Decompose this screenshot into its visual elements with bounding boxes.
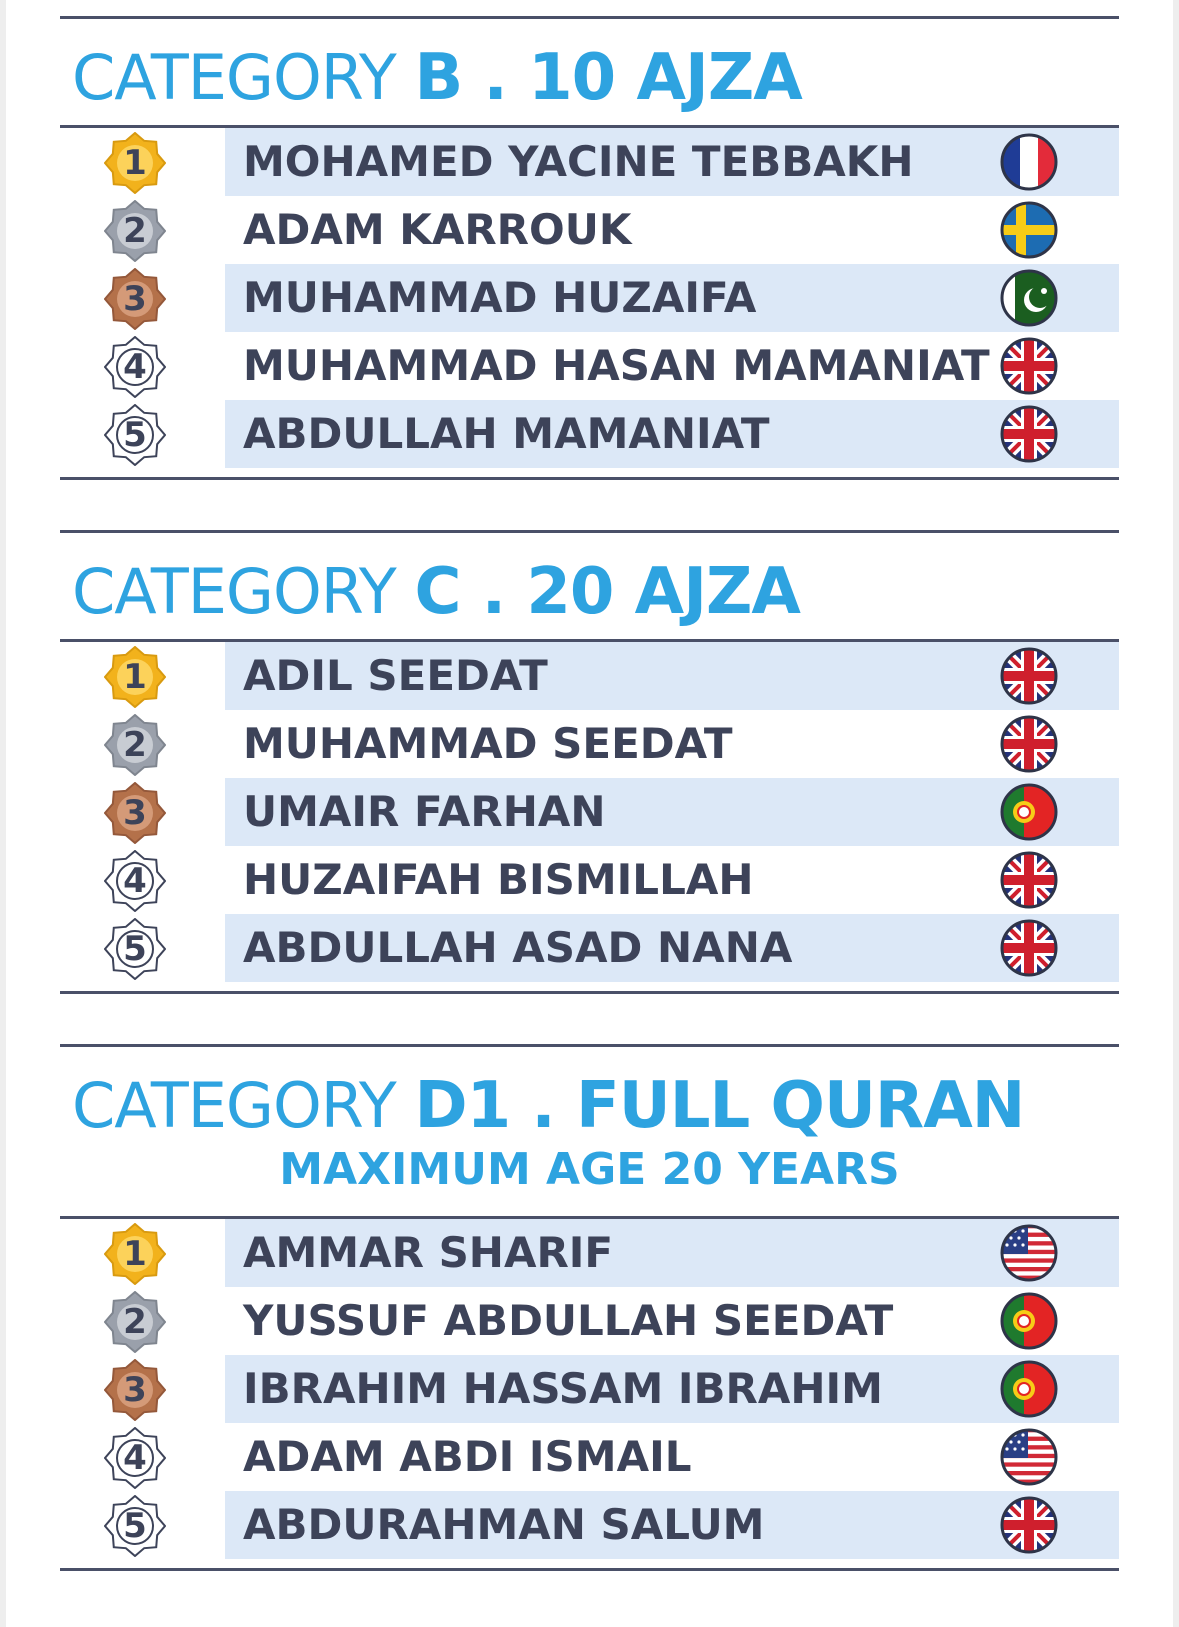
rank-badge-icon: [104, 404, 166, 466]
contestant-name: UMAIR FARHAN: [243, 787, 606, 836]
contestant-name: MUHAMMAD SEEDAT: [243, 719, 733, 768]
category-title: [72, 41, 802, 115]
contestant-name: IBRAHIM HASSAM IBRAHIM: [243, 1364, 883, 1413]
ranking-row: [60, 196, 1119, 264]
page-edge-left: [0, 0, 6, 1627]
contestant-name: MUHAMMAD HUZAIFA: [243, 273, 757, 322]
portugal-flag-icon: [1000, 1292, 1058, 1350]
france-flag-icon: [1000, 133, 1058, 191]
category-title: [72, 555, 800, 629]
pakistan-flag-icon: [1000, 269, 1058, 327]
rank-number: 4: [123, 861, 147, 901]
contestant-name: ABDURAHMAN SALUM: [243, 1500, 765, 1549]
ranking-row: [60, 642, 1119, 710]
category-title-name: D1 . FULL QURAN: [414, 1069, 1025, 1143]
rank-number: 5: [123, 1506, 147, 1546]
uk-flag-icon: [1000, 405, 1058, 463]
contestant-name: ADAM KARROUK: [243, 205, 632, 254]
sweden-flag-icon: [1000, 201, 1058, 259]
table-bottom-rule: [60, 1568, 1119, 1571]
rank-number: 5: [123, 415, 147, 455]
ranking-row: [60, 128, 1119, 196]
rank-badge-icon: [104, 646, 166, 708]
rank-number: 5: [123, 929, 147, 969]
ranking-row: [60, 400, 1119, 468]
category-subtitle: MAXIMUM AGE 20 YEARS: [279, 1144, 900, 1195]
uk-flag-icon: [1000, 647, 1058, 705]
category-d1-section: [60, 1044, 1119, 1574]
ranking-row: [60, 914, 1119, 982]
table-bottom-rule: [60, 991, 1119, 994]
uk-flag-icon: [1000, 337, 1058, 395]
category-b-section: [60, 16, 1119, 486]
rank-badge-icon: [104, 1359, 166, 1421]
rank-badge-icon: [104, 1291, 166, 1353]
contestant-name: HUZAIFAH BISMILLAH: [243, 855, 754, 904]
rank-number: 3: [123, 279, 147, 319]
ranking-row: [60, 846, 1119, 914]
rank-number: 3: [123, 1370, 147, 1410]
category-title-name: C . 20 AJZA: [414, 555, 800, 629]
rank-number: 2: [123, 211, 147, 251]
rank-badge-icon: [104, 336, 166, 398]
category-title-prefix: CATEGORY: [72, 1069, 415, 1142]
ranking-row: [60, 264, 1119, 332]
contestant-name: MUHAMMAD HASAN MAMANIAT: [243, 341, 990, 390]
ranking-row: [60, 1287, 1119, 1355]
contestant-name: YUSSUF ABDULLAH SEEDAT: [243, 1296, 894, 1345]
portugal-flag-icon: [1000, 1360, 1058, 1418]
category-title: [72, 1069, 1025, 1143]
category-c-section: [60, 530, 1119, 1000]
rank-badge-icon: [104, 1427, 166, 1489]
rank-badge-icon: [104, 850, 166, 912]
rank-number: 3: [123, 793, 147, 833]
contestant-name: MOHAMED YACINE TEBBAKH: [243, 137, 914, 186]
contestant-name: ADIL SEEDAT: [243, 651, 548, 700]
contestant-name: ADAM ABDI ISMAIL: [243, 1432, 692, 1481]
ranking-row: [60, 1219, 1119, 1287]
uk-flag-icon: [1000, 851, 1058, 909]
uk-flag-icon: [1000, 1496, 1058, 1554]
rank-number: 1: [123, 657, 147, 697]
rank-number: 1: [123, 1234, 147, 1274]
rank-number: 2: [123, 725, 147, 765]
ranking-row: [60, 1423, 1119, 1491]
rank-badge-icon: [104, 268, 166, 330]
contestant-name: ABDULLAH ASAD NANA: [243, 923, 793, 972]
rank-number: 1: [123, 143, 147, 183]
table-bottom-rule: [60, 477, 1119, 480]
rank-badge-icon: [104, 714, 166, 776]
category-title-prefix: CATEGORY: [72, 555, 415, 628]
rank-badge-icon: [104, 132, 166, 194]
ranking-row: [60, 1491, 1119, 1559]
usa-flag-icon: [1000, 1224, 1058, 1282]
contestant-name: ABDULLAH MAMANIAT: [243, 409, 770, 458]
section-top-rule: [60, 16, 1119, 19]
rank-badge-icon: [104, 918, 166, 980]
rank-badge-icon: [104, 200, 166, 262]
category-title-prefix: CATEGORY: [72, 41, 415, 114]
ranking-row: [60, 332, 1119, 400]
contestant-name: AMMAR SHARIF: [243, 1228, 614, 1277]
rank-number: 2: [123, 1302, 147, 1342]
portugal-flag-icon: [1000, 783, 1058, 841]
ranking-row: [60, 1355, 1119, 1423]
page-edge-right: [1173, 0, 1179, 1627]
uk-flag-icon: [1000, 715, 1058, 773]
uk-flag-icon: [1000, 919, 1058, 977]
rank-badge-icon: [104, 782, 166, 844]
ranking-row: [60, 710, 1119, 778]
category-title-name: B . 10 AJZA: [414, 41, 802, 115]
usa-flag-icon: [1000, 1428, 1058, 1486]
ranking-row: [60, 778, 1119, 846]
section-top-rule: [60, 1044, 1119, 1047]
rank-badge-icon: [104, 1495, 166, 1557]
rank-badge-icon: [104, 1223, 166, 1285]
rank-number: 4: [123, 347, 147, 387]
rank-number: 4: [123, 1438, 147, 1478]
section-top-rule: [60, 530, 1119, 533]
